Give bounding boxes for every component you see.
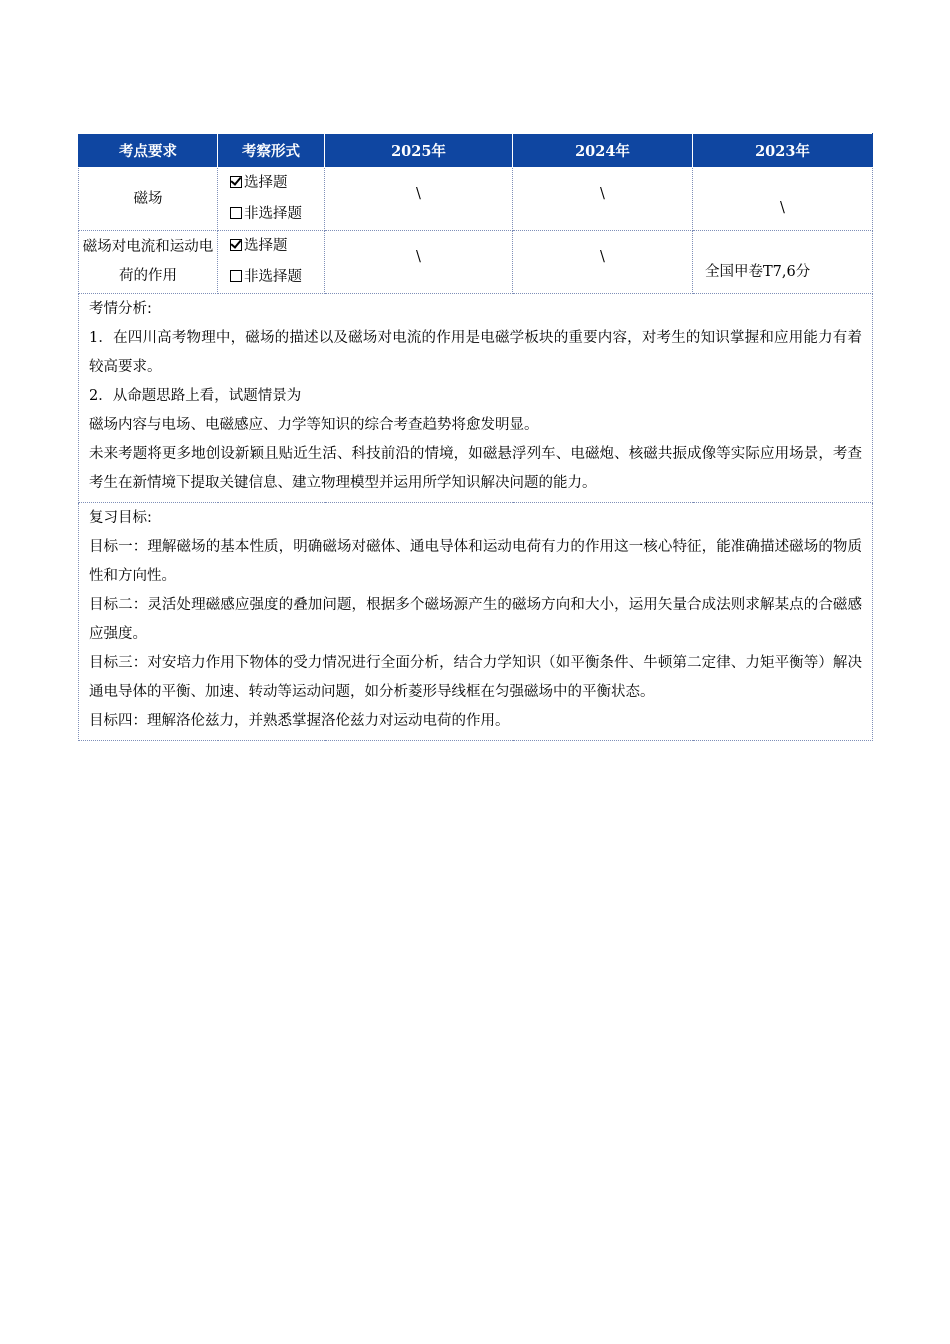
header-exam-form: 考察形式 bbox=[218, 134, 325, 168]
option-choice bbox=[230, 168, 324, 199]
exam-point-cell: 磁场对电流和运动电荷的作用 bbox=[79, 231, 218, 294]
option-non-choice bbox=[230, 262, 324, 293]
analysis-heading: 考情分析: bbox=[89, 301, 152, 317]
checked-box-icon bbox=[230, 176, 242, 188]
option-non-choice bbox=[230, 199, 324, 230]
year-2024-cell: \ bbox=[513, 231, 693, 294]
exam-form-cell bbox=[218, 231, 325, 294]
checked-box-icon bbox=[230, 239, 242, 251]
option-non-choice-label: 非选择题 bbox=[244, 206, 302, 222]
year-2025-cell: \ bbox=[325, 231, 513, 294]
exam-form-cell bbox=[218, 168, 325, 231]
analysis-paragraph: 磁场内容与电场、电磁感应、力学等知识的综合考查趋势将愈发明显。 bbox=[89, 417, 539, 433]
option-choice-label: 选择题 bbox=[244, 238, 288, 254]
analysis-row bbox=[79, 294, 873, 503]
goals-heading: 复习目标: bbox=[89, 510, 152, 526]
goal-paragraph: 目标二：灵活处理磁感应强度的叠加问题，根据多个磁场源产生的磁场方向和大小，运用矢量合成法则求解某点的合磁感应强度。 bbox=[89, 597, 862, 642]
analysis-paragraph: 1．在四川高考物理中，磁场的描述以及磁场对电流的作用是电磁学板块的重要内容，对考生的知识掌握和应用能力有着较高要求。 bbox=[89, 330, 862, 375]
unchecked-box-icon bbox=[230, 207, 242, 219]
goal-paragraph: 目标一：理解磁场的基本性质，明确磁场对磁体、通电导体和运动电荷有力的作用这一核心特征，能准确描述磁场的物质性和方向性。 bbox=[89, 539, 862, 584]
goal-paragraph: 目标四：理解洛伦兹力，并熟悉掌握洛伦兹力对运动电荷的作用。 bbox=[89, 713, 510, 729]
goals-row bbox=[79, 503, 873, 741]
option-choice bbox=[230, 231, 324, 262]
header-exam-point: 考点要求 bbox=[79, 134, 218, 168]
year-2023-cell: 全国甲卷T7,6分 bbox=[693, 231, 873, 294]
analysis-paragraph: 未来考题将更多地创设新颖且贴近生活、科技前沿的情境，如磁悬浮列车、电磁炮、核磁共振成像等实际应用场景，考查考生在新情境下提取关键信息、建立物理模型并运用所学知识解决问题的能力。 bbox=[89, 446, 862, 491]
option-choice-label: 选择题 bbox=[244, 175, 288, 191]
analysis-paragraph: 2．从命题思路上看，试题情景为 bbox=[89, 388, 302, 404]
year-2024-cell: \ bbox=[513, 168, 693, 231]
year-2025-cell: \ bbox=[325, 168, 513, 231]
header-year-2023: 2023年 bbox=[693, 134, 873, 168]
table-row bbox=[79, 168, 873, 231]
year-2023-cell: \ bbox=[693, 168, 873, 231]
header-year-2025: 2025年 bbox=[325, 134, 513, 168]
table-row bbox=[79, 231, 873, 294]
goal-paragraph: 目标三：对安培力作用下物体的受力情况进行全面分析，结合力学知识（如平衡条件、牛顿第二定律、力矩平衡等）解决通电导体的平衡、加速、转动等运动问题，如分析菱形导线框在匀强磁场中的平衡状态。 bbox=[89, 655, 862, 700]
exam-point-cell: 磁场 bbox=[79, 168, 218, 231]
header-year-2024: 2024年 bbox=[513, 134, 693, 168]
unchecked-box-icon bbox=[230, 270, 242, 282]
table-header-row bbox=[79, 134, 873, 168]
option-non-choice-label: 非选择题 bbox=[244, 269, 302, 285]
goals-section bbox=[79, 503, 873, 741]
analysis-section bbox=[79, 294, 873, 503]
exam-overview-table bbox=[78, 133, 873, 741]
